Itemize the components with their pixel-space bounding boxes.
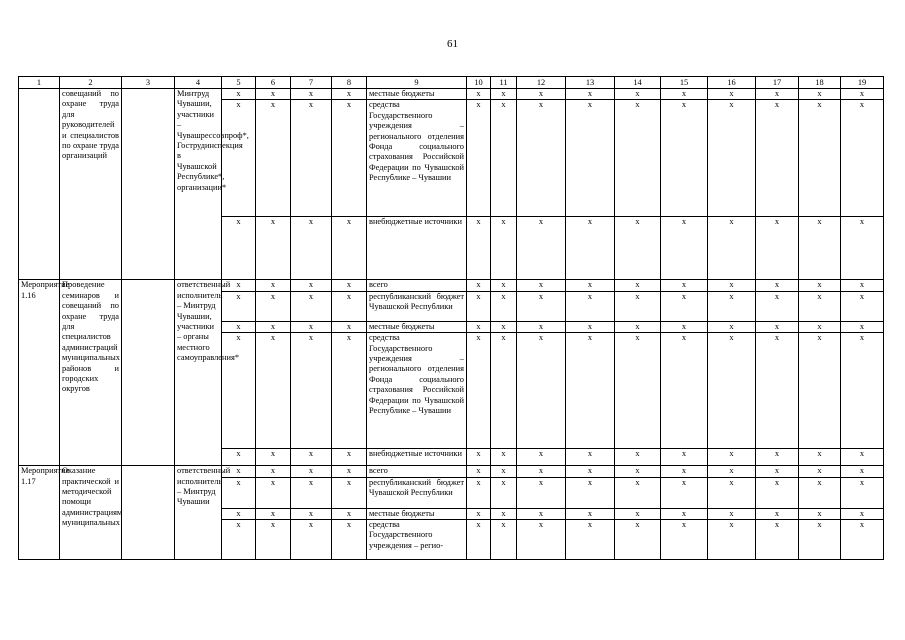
column-number-8: 8: [332, 77, 367, 89]
x-cell: x: [615, 449, 661, 466]
x-cell: x: [615, 333, 661, 449]
x-cell: x: [491, 508, 517, 519]
x-cell: x: [841, 291, 884, 321]
column-number-9: 9: [367, 77, 467, 89]
column-number-18: 18: [799, 77, 841, 89]
x-cell: x: [841, 449, 884, 466]
table-row: [19, 89, 884, 100]
column-number-10: 10: [467, 77, 491, 89]
x-cell: x: [332, 333, 367, 449]
x-cell: x: [799, 89, 841, 100]
funding-source-cell: внебюджетные источники: [367, 217, 467, 280]
x-cell: x: [756, 520, 799, 560]
x-cell: x: [799, 291, 841, 321]
x-cell: x: [756, 89, 799, 100]
block-c2-cell: Оказание практической и методической помощи администрациям муниципальных: [60, 466, 122, 560]
x-cell: x: [708, 280, 756, 291]
column-number-14: 14: [615, 77, 661, 89]
x-cell: x: [222, 280, 256, 291]
column-number-15: 15: [661, 77, 708, 89]
x-cell: x: [661, 333, 708, 449]
x-cell: x: [566, 217, 615, 280]
funding-source-cell: местные бюджеты: [367, 321, 467, 332]
x-cell: x: [756, 217, 799, 280]
x-cell: x: [615, 508, 661, 519]
x-cell: x: [256, 291, 291, 321]
x-cell: x: [661, 466, 708, 477]
x-cell: x: [291, 217, 332, 280]
block-c3-cell: [122, 280, 175, 466]
funding-source-cell: средства Государственного учреждения – регио-: [367, 520, 467, 560]
x-cell: x: [467, 333, 491, 449]
x-cell: x: [256, 321, 291, 332]
x-cell: x: [615, 466, 661, 477]
x-cell: x: [841, 333, 884, 449]
x-cell: x: [491, 466, 517, 477]
column-number-2: 2: [60, 77, 122, 89]
x-cell: x: [615, 520, 661, 560]
x-cell: x: [467, 291, 491, 321]
column-number-12: 12: [517, 77, 566, 89]
x-cell: x: [467, 449, 491, 466]
x-cell: x: [332, 520, 367, 560]
x-cell: x: [467, 466, 491, 477]
x-cell: x: [799, 217, 841, 280]
x-cell: x: [708, 466, 756, 477]
x-cell: x: [756, 449, 799, 466]
x-cell: x: [661, 508, 708, 519]
x-cell: x: [517, 449, 566, 466]
x-cell: x: [222, 466, 256, 477]
x-cell: x: [756, 466, 799, 477]
x-cell: x: [841, 89, 884, 100]
x-cell: x: [661, 89, 708, 100]
x-cell: x: [332, 466, 367, 477]
column-number-6: 6: [256, 77, 291, 89]
x-cell: x: [708, 520, 756, 560]
x-cell: x: [256, 333, 291, 449]
x-cell: x: [708, 333, 756, 449]
table-row: [19, 466, 884, 477]
x-cell: x: [291, 449, 332, 466]
block-c1-cell: [19, 89, 60, 280]
x-cell: x: [491, 89, 517, 100]
x-cell: x: [517, 280, 566, 291]
x-cell: x: [799, 100, 841, 217]
x-cell: x: [291, 321, 332, 332]
x-cell: x: [566, 89, 615, 100]
x-cell: x: [256, 100, 291, 217]
block-c4-cell: ответственный исполнитель – Минтруд Чувашии, участники – органы местного самоуправления*: [175, 280, 222, 466]
x-cell: x: [615, 291, 661, 321]
x-cell: x: [841, 100, 884, 217]
x-cell: x: [332, 291, 367, 321]
funding-source-cell: республиканский бюджет Чувашской Республики: [367, 477, 467, 508]
x-cell: x: [222, 508, 256, 519]
x-cell: x: [491, 333, 517, 449]
column-number-1: 1: [19, 77, 60, 89]
funding-source-cell: средства Государственного учреждения – регионального отделения Фонда социального страхования Российской Федерации по Чувашской Республике – Чувашии: [367, 100, 467, 217]
block-c2-cell: Проведение семинаров и совещаний по охране труда для специалистов администраций муниципальных районов и городских округов: [60, 280, 122, 466]
x-cell: x: [799, 280, 841, 291]
x-cell: x: [467, 280, 491, 291]
x-cell: x: [708, 477, 756, 508]
funding-source-cell: республиканский бюджет Чувашской Республики: [367, 291, 467, 321]
column-number-17: 17: [756, 77, 799, 89]
x-cell: x: [756, 321, 799, 332]
x-cell: x: [222, 100, 256, 217]
x-cell: x: [661, 100, 708, 217]
funding-source-cell: местные бюджеты: [367, 89, 467, 100]
x-cell: x: [566, 333, 615, 449]
x-cell: x: [332, 100, 367, 217]
x-cell: x: [566, 321, 615, 332]
column-number-19: 19: [841, 77, 884, 89]
column-number-3: 3: [122, 77, 175, 89]
x-cell: x: [661, 477, 708, 508]
x-cell: x: [615, 89, 661, 100]
x-cell: x: [566, 449, 615, 466]
x-cell: x: [841, 466, 884, 477]
x-cell: x: [615, 100, 661, 217]
x-cell: x: [615, 321, 661, 332]
x-cell: x: [467, 321, 491, 332]
x-cell: x: [332, 89, 367, 100]
funding-source-cell: внебюджетные источники: [367, 449, 467, 466]
x-cell: x: [661, 449, 708, 466]
x-cell: x: [708, 508, 756, 519]
x-cell: x: [332, 508, 367, 519]
block-c1-cell: Мероприятие 1.17: [19, 466, 60, 560]
x-cell: x: [332, 280, 367, 291]
x-cell: x: [291, 520, 332, 560]
column-number-row: [19, 77, 884, 89]
x-cell: x: [517, 477, 566, 508]
x-cell: x: [491, 280, 517, 291]
x-cell: x: [517, 89, 566, 100]
x-cell: x: [291, 466, 332, 477]
x-cell: x: [566, 508, 615, 519]
block-c1-cell: Мероприятие 1.16: [19, 280, 60, 466]
x-cell: x: [467, 520, 491, 560]
x-cell: x: [799, 466, 841, 477]
x-cell: x: [756, 291, 799, 321]
x-cell: x: [841, 280, 884, 291]
x-cell: x: [291, 89, 332, 100]
x-cell: x: [222, 89, 256, 100]
x-cell: x: [708, 217, 756, 280]
x-cell: x: [661, 217, 708, 280]
x-cell: x: [491, 477, 517, 508]
x-cell: x: [566, 100, 615, 217]
x-cell: x: [756, 333, 799, 449]
funding-source-cell: всего: [367, 280, 467, 291]
x-cell: x: [841, 508, 884, 519]
x-cell: x: [708, 321, 756, 332]
x-cell: x: [256, 280, 291, 291]
block-c3-cell: [122, 89, 175, 280]
x-cell: x: [708, 291, 756, 321]
x-cell: x: [566, 520, 615, 560]
x-cell: x: [332, 321, 367, 332]
x-cell: x: [291, 477, 332, 508]
x-cell: x: [799, 333, 841, 449]
x-cell: x: [661, 291, 708, 321]
x-cell: x: [222, 291, 256, 321]
x-cell: x: [756, 280, 799, 291]
x-cell: x: [291, 333, 332, 449]
table-row: [19, 280, 884, 291]
x-cell: x: [222, 477, 256, 508]
funding-source-cell: средства Государственного учреждения – регионального отделения Фонда социального страхования Российской Федерации по Чувашской Республике – Чувашии: [367, 333, 467, 449]
x-cell: x: [841, 477, 884, 508]
x-cell: x: [799, 449, 841, 466]
x-cell: x: [841, 520, 884, 560]
x-cell: x: [491, 449, 517, 466]
x-cell: x: [566, 466, 615, 477]
x-cell: x: [799, 520, 841, 560]
x-cell: x: [799, 321, 841, 332]
x-cell: x: [708, 89, 756, 100]
budget-table: [18, 76, 884, 560]
x-cell: x: [256, 520, 291, 560]
x-cell: x: [291, 291, 332, 321]
x-cell: x: [491, 217, 517, 280]
x-cell: x: [222, 520, 256, 560]
x-cell: x: [222, 333, 256, 449]
x-cell: x: [517, 520, 566, 560]
x-cell: x: [517, 217, 566, 280]
x-cell: x: [517, 100, 566, 217]
column-number-7: 7: [291, 77, 332, 89]
x-cell: x: [332, 477, 367, 508]
funding-source-cell: местные бюджеты: [367, 508, 467, 519]
block-c2-cell: совещаний по охране труда для руководителей и специалистов по охране труда организаций: [60, 89, 122, 280]
column-number-5: 5: [222, 77, 256, 89]
x-cell: x: [756, 477, 799, 508]
x-cell: x: [708, 449, 756, 466]
x-cell: x: [467, 217, 491, 280]
x-cell: x: [756, 100, 799, 217]
x-cell: x: [566, 291, 615, 321]
x-cell: x: [799, 477, 841, 508]
column-number-11: 11: [491, 77, 517, 89]
x-cell: x: [256, 508, 291, 519]
x-cell: x: [615, 280, 661, 291]
x-cell: x: [332, 449, 367, 466]
column-number-16: 16: [708, 77, 756, 89]
x-cell: x: [491, 291, 517, 321]
x-cell: x: [661, 321, 708, 332]
x-cell: x: [517, 466, 566, 477]
column-number-13: 13: [566, 77, 615, 89]
x-cell: x: [222, 217, 256, 280]
table-body: [19, 89, 884, 560]
x-cell: x: [566, 477, 615, 508]
block-c3-cell: [122, 466, 175, 560]
x-cell: x: [756, 508, 799, 519]
x-cell: x: [708, 100, 756, 217]
x-cell: x: [256, 466, 291, 477]
x-cell: x: [256, 89, 291, 100]
x-cell: x: [661, 280, 708, 291]
column-number-4: 4: [175, 77, 222, 89]
x-cell: x: [256, 217, 291, 280]
x-cell: x: [661, 520, 708, 560]
page-number: 61: [447, 38, 458, 50]
x-cell: x: [222, 449, 256, 466]
x-cell: x: [491, 321, 517, 332]
x-cell: x: [467, 100, 491, 217]
x-cell: x: [222, 321, 256, 332]
block-c4-cell: Минтруд Чувашии, участники – Чувашрессовпроф*, Гострудинспекция в Чувашской Республике*, организации*: [175, 89, 222, 280]
x-cell: x: [332, 217, 367, 280]
block-c4-cell: ответственный исполнитель – Минтруд Чувашии: [175, 466, 222, 560]
x-cell: x: [467, 89, 491, 100]
x-cell: x: [615, 217, 661, 280]
x-cell: x: [517, 508, 566, 519]
x-cell: x: [491, 100, 517, 217]
x-cell: x: [256, 449, 291, 466]
x-cell: x: [841, 321, 884, 332]
x-cell: x: [841, 217, 884, 280]
x-cell: x: [291, 508, 332, 519]
x-cell: x: [517, 321, 566, 332]
x-cell: x: [467, 477, 491, 508]
x-cell: x: [491, 520, 517, 560]
x-cell: x: [291, 100, 332, 217]
x-cell: x: [517, 291, 566, 321]
x-cell: x: [467, 508, 491, 519]
x-cell: x: [799, 508, 841, 519]
funding-source-cell: всего: [367, 466, 467, 477]
x-cell: x: [615, 477, 661, 508]
x-cell: x: [291, 280, 332, 291]
x-cell: x: [566, 280, 615, 291]
x-cell: x: [517, 333, 566, 449]
x-cell: x: [256, 477, 291, 508]
